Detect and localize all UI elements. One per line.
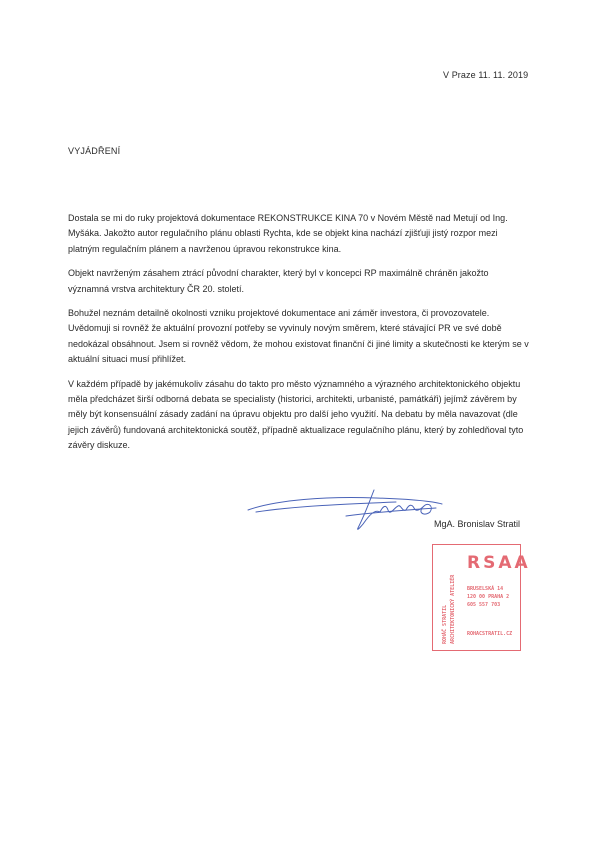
stamp-address-line: BRUSELSKÁ 14 <box>467 586 504 592</box>
paragraph: Bohužel neznám detailně okolnosti vzniku projektové dokumentace ani záměr investora, či provozovatele. Uvědomuji si rovněž že aktuální provozní potřeby se vyvinuly novým směrem, které stávající PR ve své době nedokázal obsáhnout. Jsem si rovněž vědom, že mohou existovat finanční či jiné limity a skutečnosti ke kterým se v aktuální situaci musí přihlížet. <box>68 308 529 365</box>
letter-date: V Praze 11. 11. 2019 <box>443 70 529 80</box>
letter-body <box>68 211 530 463</box>
stamp-vertical-text <box>435 549 461 646</box>
stamp-vertical-line-2: ARCHITEKTONICKÝ ATELIÉR <box>450 574 456 644</box>
signatory-name: MgA. Bronislav Stratil <box>434 519 521 529</box>
company-stamp <box>432 544 531 651</box>
stamp-logo: RSAA <box>467 553 531 573</box>
stamp-address-line: 120 00 PRAHA 2 <box>467 594 510 600</box>
stamp-address-line: 605 557 703 <box>467 602 501 608</box>
letter-title: VYJÁDŘENÍ <box>68 146 121 156</box>
stamp-vertical-line-1: ROHÁČ STRATIL <box>442 604 448 644</box>
paragraph: Objekt navrženým zásahem ztrácí původní charakter, který byl v koncepci RP maximálně chráněn jakožto významná vrstva architektury ČR 20. století. <box>68 268 489 294</box>
handwritten-signature <box>246 482 446 534</box>
paragraph: V každém případě by jakémukoliv zásahu do takto pro město významného a výrazného architektonického objektu měla předcházet širší odborná debata se specialisty (historici, architekti, urbanisté, památkáři) jejímž závěrem by měly být konsensuální zásady zadání na úpravu objektu pro další jeho využití. Na debatu by měla navazovat (dle jejich závěrů) fundovaná architektonická soutěž, případně aktualizace regulačního plánu, který by zohledňoval tyto závěry diskuze. <box>68 378 524 451</box>
paragraph: Dostala se mi do ruky projektová dokumentace REKONSTRUKCE KINA 70 v Novém Městě nad Metují od Ing. Myšáka. Jakožto autor regulačního plánu oblasti Rychta, kde se objekt kina nachází zjišťuji jistý rozpor mezi platným regulačním plánem a navrženou úpravou rekonstrukce kina. <box>68 213 508 254</box>
stamp-address <box>467 585 509 609</box>
stamp-website: ROHACSTRATIL.CZ <box>467 631 513 637</box>
